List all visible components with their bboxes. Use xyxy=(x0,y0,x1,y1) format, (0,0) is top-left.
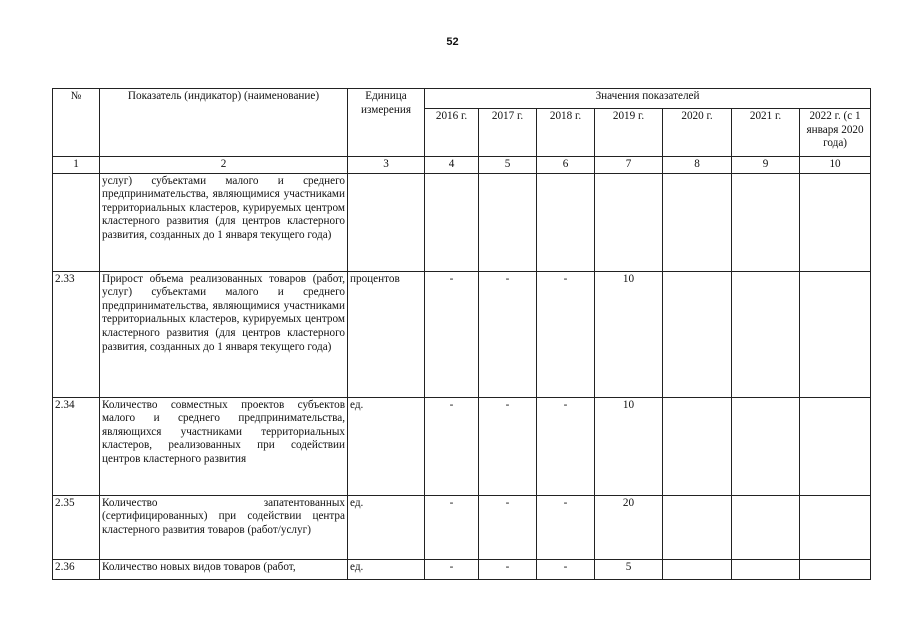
column-index: 9 xyxy=(732,157,800,174)
value-2019 xyxy=(595,173,663,271)
value-2021 xyxy=(732,495,800,559)
header-unit: Единица измерения xyxy=(348,89,425,157)
value-2021 xyxy=(732,173,800,271)
indicator-unit: ед. xyxy=(348,495,425,559)
value-2017 xyxy=(479,173,537,271)
value-2022 xyxy=(800,271,871,397)
value-2020 xyxy=(663,271,732,397)
table-row xyxy=(53,397,871,495)
value-2016 xyxy=(425,173,479,271)
table-row xyxy=(53,271,871,397)
column-index: 6 xyxy=(537,157,595,174)
value-2021 xyxy=(732,559,800,579)
header-year: 2016 г. xyxy=(425,109,479,157)
header-year: 2017 г. xyxy=(479,109,537,157)
table-row xyxy=(53,495,871,559)
value-2017: - xyxy=(479,271,537,397)
value-2016: - xyxy=(425,271,479,397)
value-2016: - xyxy=(425,559,479,579)
table-row xyxy=(53,559,871,579)
table-row xyxy=(53,173,871,271)
indicator-name: Количество новых видов товаров (работ, xyxy=(100,559,348,579)
column-index: 7 xyxy=(595,157,663,174)
header-year: 2020 г. xyxy=(663,109,732,157)
header-year: 2021 г. xyxy=(732,109,800,157)
indicator-name: услуг) субъектами малого и среднего предпринимательства, являющимися участниками территориальных кластеров, курируемых центром кластерного развития (для центров кластерного развития, созданных до 1 января текущего года) xyxy=(100,173,348,271)
indicator-name: Количество совместных проектов субъектов малого и среднего предпринимательства, являющихся участниками территориальных кластеров, реализованных при содействии центров кластерного развития xyxy=(100,397,348,495)
value-2018: - xyxy=(537,495,595,559)
indicator-unit: процентов xyxy=(348,271,425,397)
value-2022 xyxy=(800,559,871,579)
row-number: 2.34 xyxy=(53,397,100,495)
header-year: 2019 г. xyxy=(595,109,663,157)
header-name: Показатель (индикатор) (наименование) xyxy=(100,89,348,157)
table-header xyxy=(53,89,871,174)
value-2016: - xyxy=(425,397,479,495)
value-2021 xyxy=(732,397,800,495)
value-2017: - xyxy=(479,495,537,559)
value-2018 xyxy=(537,173,595,271)
value-2020 xyxy=(663,559,732,579)
row-number: 2.33 xyxy=(53,271,100,397)
value-2018: - xyxy=(537,397,595,495)
value-2019: 10 xyxy=(595,271,663,397)
row-number: 2.36 xyxy=(53,559,100,579)
column-index: 3 xyxy=(348,157,425,174)
column-index: 1 xyxy=(53,157,100,174)
value-2021 xyxy=(732,271,800,397)
value-2019: 20 xyxy=(595,495,663,559)
indicators-table xyxy=(52,88,871,580)
indicator-name: Прирост объема реализованных товаров (работ, услуг) субъектами малого и среднего предпринимательства, являющимися участниками территориальных кластеров, курируемых центром кластерного развития (для центров кластерного развития, созданных до 1 января текущего года) xyxy=(100,271,348,397)
value-2022 xyxy=(800,495,871,559)
value-2019: 10 xyxy=(595,397,663,495)
column-index: 10 xyxy=(800,157,871,174)
column-index: 8 xyxy=(663,157,732,174)
header-year: 2018 г. xyxy=(537,109,595,157)
value-2020 xyxy=(663,495,732,559)
value-2020 xyxy=(663,173,732,271)
indicator-unit xyxy=(348,173,425,271)
value-2022 xyxy=(800,397,871,495)
column-index: 5 xyxy=(479,157,537,174)
value-2017: - xyxy=(479,397,537,495)
column-index: 2 xyxy=(100,157,348,174)
value-2020 xyxy=(663,397,732,495)
indicator-unit: ед. xyxy=(348,397,425,495)
value-2018: - xyxy=(537,559,595,579)
value-2019: 5 xyxy=(595,559,663,579)
value-2017: - xyxy=(479,559,537,579)
header-num: № xyxy=(53,89,100,157)
value-2018: - xyxy=(537,271,595,397)
value-2016: - xyxy=(425,495,479,559)
indicator-name: Количество запатентованных (сертифицированных) при содействии центра кластерного развития товаров (работ/услуг) xyxy=(100,495,348,559)
value-2022 xyxy=(800,173,871,271)
indicator-unit: ед. xyxy=(348,559,425,579)
header-values-group: Значения показателей xyxy=(425,89,871,109)
row-number: 2.35 xyxy=(53,495,100,559)
row-number xyxy=(53,173,100,271)
header-year: 2022 г. (с 1 января 2020 года) xyxy=(800,109,871,157)
column-index: 4 xyxy=(425,157,479,174)
page-number: 52 xyxy=(446,36,459,48)
